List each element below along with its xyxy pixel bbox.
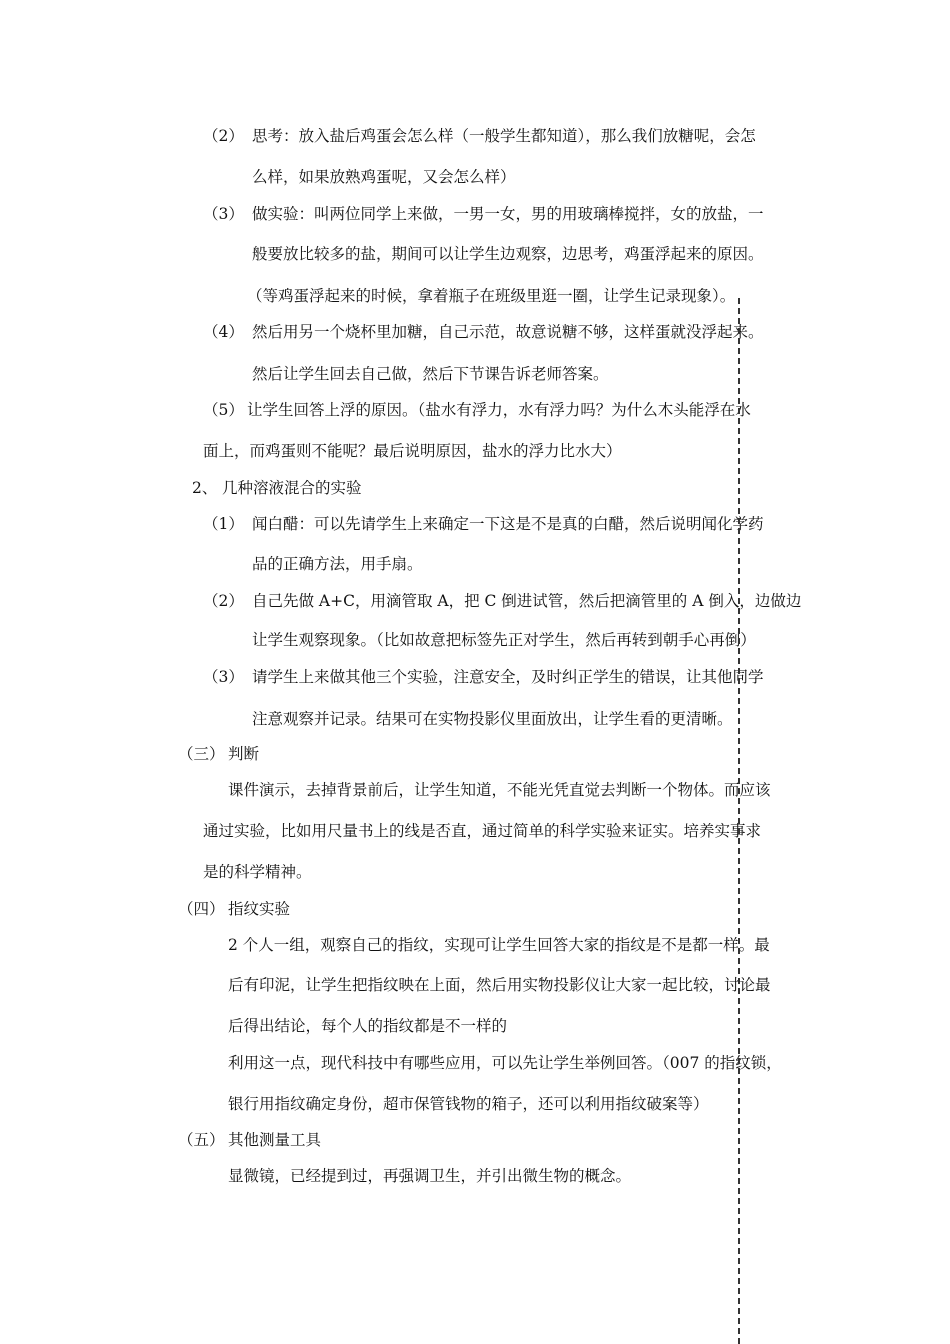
paragraph-line: 自己先做 A+C，用滴管取 A，把 C 倒进试管，然后把滴管里的 A 倒入，边做边 xyxy=(252,592,802,610)
paragraph-line: 面上，而鸡蛋则不能呢？最后说明原因，盐水的浮力比水大） xyxy=(203,442,622,460)
item-number: （4） xyxy=(203,323,244,341)
section-number: （三） xyxy=(178,745,225,763)
paragraph-line: 然后用另一个烧杯里加糖，自己示范，故意说糖不够，这样蛋就没浮起来。 xyxy=(252,323,764,341)
paragraph-line: （等鸡蛋浮起来的时候，拿着瓶子在班级里逛一圈，让学生记录现象）。 xyxy=(247,287,736,305)
item-number: （3） xyxy=(203,668,244,686)
section-number: （四） xyxy=(178,900,225,918)
paragraph-line: 然后让学生回去自己做，然后下节课告诉老师答案。 xyxy=(252,365,609,383)
section-heading: 指纹实验 xyxy=(228,900,291,918)
paragraph-line: 利用这一点，现代科技中有哪些应用，可以先让学生举例回答。（007 的指纹锁， xyxy=(228,1054,782,1072)
section-heading: 几种溶液混合的实验 xyxy=(222,479,362,497)
item-number: （3） xyxy=(203,205,244,223)
paragraph-line: 2 个人一组，观察自己的指纹，实现可让学生回答大家的指纹是不是都一样。最 xyxy=(228,936,770,954)
section-heading: 其他测量工具 xyxy=(228,1131,322,1149)
paragraph-line: 么样，如果放熟鸡蛋呢，又会怎么样） xyxy=(252,168,516,186)
dashed-cut-line xyxy=(738,298,740,1344)
item-number: （1） xyxy=(203,515,244,533)
paragraph-line: 让学生回答上浮的原因。（盐水有浮力，水有浮力吗？为什么木头能浮在水 xyxy=(247,401,751,419)
paragraph-line: 思考：放入盐后鸡蛋会怎么样（一般学生都知道），那么我们放糖呢，会怎 xyxy=(252,127,756,145)
paragraph-line: 显微镜，已经提到过，再强调卫生，并引出微生物的概念。 xyxy=(228,1167,632,1185)
section-heading: 判断 xyxy=(228,745,260,763)
paragraph-line: 品的正确方法，用手扇。 xyxy=(252,555,423,573)
paragraph-line: 请学生上来做其他三个实验，注意安全，及时纠正学生的错误，让其他同学 xyxy=(252,668,764,686)
paragraph-line: 后得出结论，每个人的指纹都是不一样的 xyxy=(228,1017,508,1035)
paragraph-line: 银行用指纹确定身份，超市保管钱物的箱子，还可以利用指纹破案等） xyxy=(228,1095,709,1113)
item-number: （5） xyxy=(203,401,244,419)
section-number: 2、 xyxy=(192,479,218,497)
paragraph-line: 注意观察并记录。结果可在实物投影仪里面放出，让学生看的更清晰。 xyxy=(252,710,733,728)
item-number: （2） xyxy=(203,592,244,610)
paragraph-line: 课件演示，去掉背景前后，让学生知道，不能光凭直觉去判断一个物体。而应该 xyxy=(228,781,771,799)
paragraph-line: 后有印泥，让学生把指纹映在上面，然后用实物投影仪让大家一起比较，讨论最 xyxy=(228,976,771,994)
paragraph-line: 般要放比较多的盐，期间可以让学生边观察，边思考，鸡蛋浮起来的原因。 xyxy=(252,245,764,263)
paragraph-line: 让学生观察现象。（比如故意把标签先正对学生，然后再转到朝手心再倒） xyxy=(252,631,756,649)
section-number: （五） xyxy=(178,1131,225,1149)
item-number: （2） xyxy=(203,127,244,145)
paragraph-line: 闻白醋：可以先请学生上来确定一下这是不是真的白醋，然后说明闻化学药 xyxy=(252,515,764,533)
paragraph-line: 做实验：叫两位同学上来做，一男一女，男的用玻璃棒搅拌，女的放盐，一 xyxy=(252,205,764,223)
paragraph-line: 是的科学精神。 xyxy=(203,863,312,881)
paragraph-line: 通过实验，比如用尺量书上的线是否直，通过简单的科学实验来证实。培养实事求 xyxy=(203,822,762,840)
